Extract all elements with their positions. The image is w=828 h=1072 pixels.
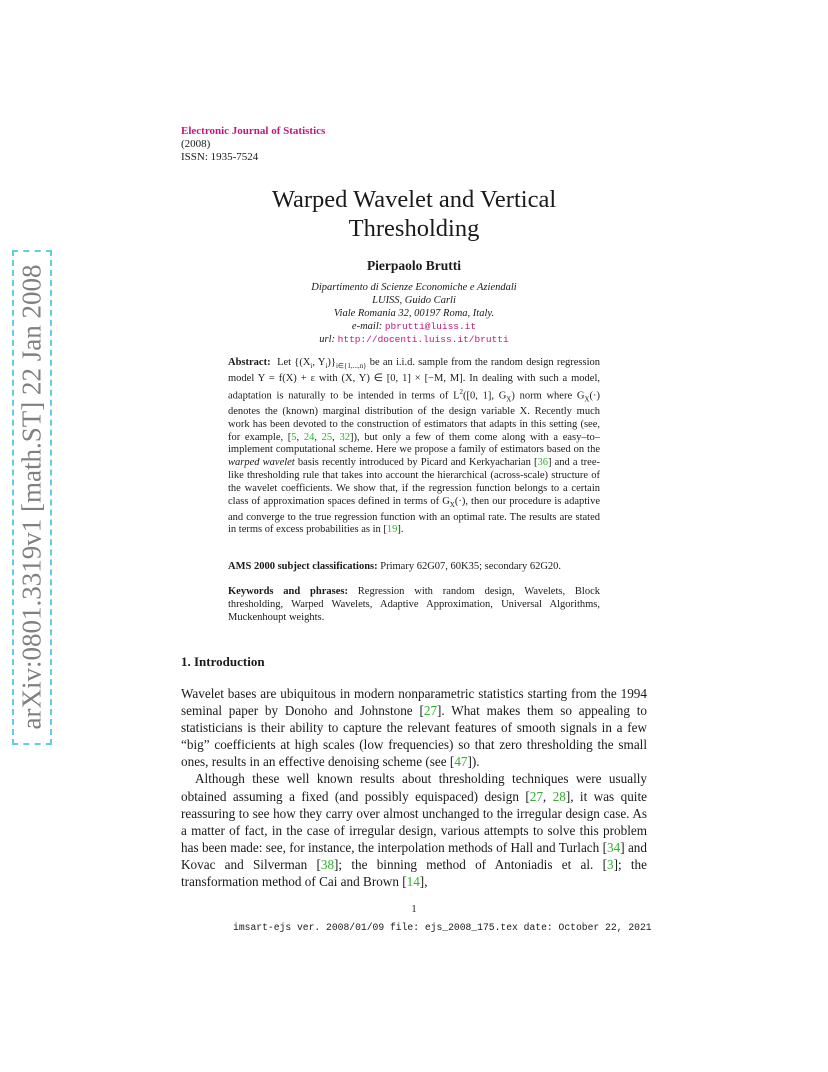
paragraph [181,685,647,770]
url-link[interactable]: http://docenti.luiss.it/brutti [337,334,509,345]
journal-name[interactable]: Electronic Journal of Statistics [181,125,326,137]
email-link[interactable]: pbrutti@luiss.it [384,321,477,332]
section-heading: 1. Introduction [181,654,265,669]
keywords-text: Regression with random design, Wavelets, Block thresholding, Warped Wavelets, Adaptive Approximation, Universal Algorithms, Muckenhoupt weights. [228,586,600,623]
abstract-label: Abstract: [228,357,271,368]
citation-link[interactable]: 19 [386,524,398,536]
abstract-sub: X [449,500,455,509]
citation-link[interactable]: 25 [321,431,333,443]
title-line-2: Thresholding [348,215,480,242]
abstract-text: Let {(X [277,357,311,368]
abstract-text: (·) denotes the (known) marginal distribution of the design variable X. Recently much work has been devoted to the construction of estimators that adapts in this setting (see, for example, [ [228,390,600,443]
affiliation-line-3: Viale Romania 32, 00197 Roma, Italy. [333,308,495,319]
abstract-text: ]), but only a few of them come along with a easy–to–implement computational scheme. Here we propose a family of estimators based on the [228,431,601,456]
body-text [181,685,647,890]
abstract-text: be an i.i.d. sample from the random design regression model Y = f(X) + ε with (X, Y) ∈ [0, 1] × [−M, M]. In dealing with such a model, adaptation is naturally to be intended in terms of L [228,357,600,402]
abstract-sub: i [325,362,328,371]
journal-issn: ISSN: 1935-7524 [181,151,259,163]
citation-link[interactable]: 27 [423,703,438,719]
citation-link[interactable]: 14 [406,874,420,890]
abstract-sub: i [310,362,313,371]
paragraph: Although these well known results about thresholding techniques were usually obtained assuming a fixed (and possibly equispaced) design [27, 28], it was quite reassuring to see how they carry over almost unchanged to the irregular design case. As a matter of fact, in the case of irregular design, various attempts to solve this problem has been made: see, for instance, the interpolation methods of Hall and Turlach [34] and Kovac and Silverman [38]; the binning method of Antoniadis et al. [3]; the transformation method of Cai and Brown [14], [181,771,648,890]
abstract-emph: warped wavelet [228,457,295,469]
citation-link[interactable]: 27 [529,788,543,804]
abstract-text: (·), then our procedure is adaptive and converge to the true regression function with an optimal rate. The results are stated in terms of excess probabilities as in [ [228,495,600,536]
abstract-text: , Y [312,357,326,368]
paper-title [200,185,628,243]
affiliation-line-2: LUISS, Guido Carli [372,295,456,306]
abstract-text: ([0, 1], G [463,390,507,402]
abstract-sub: X [506,395,512,404]
body-span: Although these well known results about thresholding techniques were usually obtained assuming a fixed (and possibly equispaced) design [ [181,771,647,804]
body-span: ] and Kovac and Silverman [ [181,839,647,872]
abstract-text: )} [327,357,336,368]
abstract-sub: i∈{1,...,n} [335,362,367,371]
abstract-text: ] and a tree-like thresholding rule that takes into account the hierarchical (across-scale) structure of the wavelet coefficients. We show that, if the regression function belongs to a certain class of approximation spaces defined in terms of G [228,457,600,507]
arxiv-stamp[interactable]: arXiv:0801.3319v1 [math.ST] 22 Jan 2008 [16,264,47,730]
abstract-text: basis recently introduced by Picard and Kerkyacharian [ [294,457,538,469]
affiliation [200,281,628,346]
email-label: e-mail: [351,321,383,332]
citation-link[interactable]: 34 [607,839,621,855]
citation-link[interactable]: 28 [552,788,566,804]
body-span: ]; the transformation method of Cai and Brown [ [181,856,648,890]
body-span: ], it was quite reassuring to see how they carry over almost unchanged to the irregular design case. As a matter of fact, in the case of irregular design, various attempts to solve this problem has been made: see, for instance, the interpolation methods of Hall and Turlach [ [181,788,647,855]
body-span: ]. What makes them so appealing to statisticians is their ability to capture the relevant features of smooth signals in a few “big” coefficients at high scales (low frequencies) so that zero thresholding the small ones, results in an effective denoising scheme (see [ [181,703,648,770]
ams-classifications [228,561,600,574]
citation-link[interactable]: 5 [291,431,297,443]
body-span: ], [419,874,428,890]
ams-text: Primary 62G07, 60K35; secondary 62G20. [377,561,562,572]
ams-label: AMS 2000 subject classifications: [228,561,378,572]
page-number: 1 [411,904,417,915]
abstract-text: ) norm where G [511,390,585,402]
citation-link[interactable]: 36 [537,457,548,469]
citation-link[interactable]: 32 [339,431,350,443]
citation-link[interactable]: 3 [606,856,614,872]
url-label: url: [319,334,336,345]
body-span: Wavelet bases are ubiquitous in modern nonparametric statistics starting from the 1994 seminal paper by Donoho and Johnstone [ [181,686,647,719]
body-span: ]; the binning method of Antoniadis et al. [ [334,856,607,872]
citation-link[interactable]: 38 [320,856,335,872]
abstract-sub: X [584,395,590,404]
abstract: Abstract: Let {($X_i$, $Y_i)\}_{i\in\{1,...,n\}}$ be an i.i.d. sample from the random design regression model Y = f(X) + ε with (X, Y) ∈ [0, 1] × [−M, M]. In dealing with such a model, adaptation is naturally to be intended in terms of $L^2([0$, 1], $G_X$) norm where $G_X(\cdot)$ denotes the (known) marginal distribution of the design variable X. Recently much work has been devoted to the construction of estimators that adapts in this setting (see, for example, [5, 24, 25, 32]), but only a few of them come along with a easy–to–implement computational scheme. Here we propose a family of estimators based on the warped wavelet basis recently introduced by Picard and Kerkyacharian [36] and a tree-like thresholding rule that takes into account the hierarchical (across-scale) structure of the wavelet coefficients. We show that, if the regression function belongs to a certain class of approximation spaces defined in terms of $G_X(\cdot)$, then our procedure is adaptive and converge to the true regression function with an optimal rate. The results are stated in terms of excess probabilities as in [19]. [228,357,601,536]
abstract-text: ]. [397,524,404,536]
footer-metadata: imsart-ejs ver. 2008/01/09 file: ejs_2008_175.tex date: October 22, 2021 [233,922,652,933]
citation-link[interactable]: 24 [303,431,315,443]
body-span: ]). [467,754,480,770]
affiliation-line-1: Dipartimento di Scienze Economiche e Aziendali [311,282,517,293]
journal-year: (2008) [181,138,211,150]
citation-link[interactable]: 47 [454,754,468,770]
abstract-sup: 2 [459,387,463,396]
title-line-1: Warped Wavelet and Vertical [271,186,557,213]
keywords [228,586,600,624]
keywords-label: Keywords and phrases: [228,586,348,597]
url-line [200,333,628,346]
journal-header [181,125,325,164]
email-line [200,320,628,333]
author-name: Pierpaolo Brutti [366,258,462,273]
